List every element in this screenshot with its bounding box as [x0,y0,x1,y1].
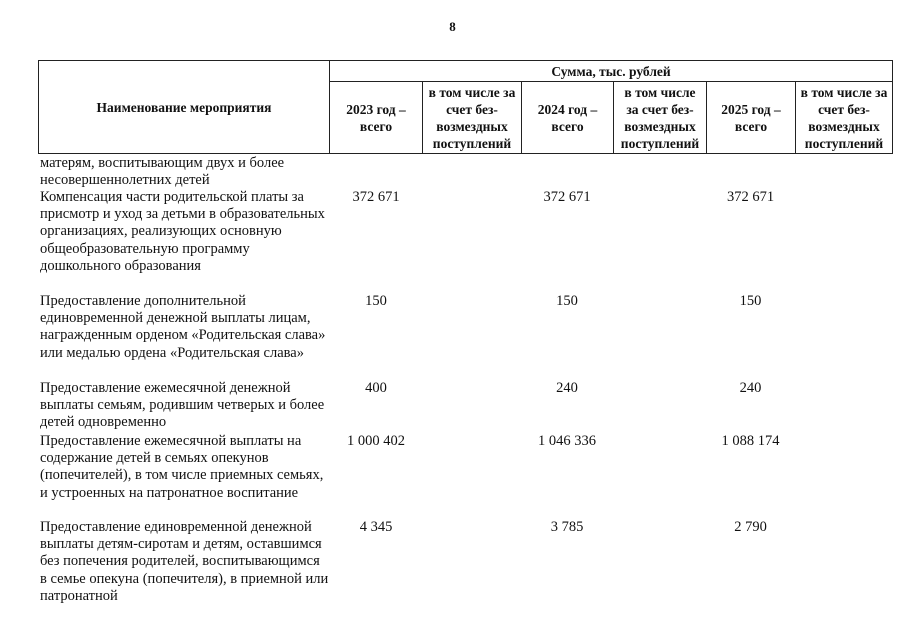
value-2025: 240 [739,380,762,396]
value-2024: 1 046 336 [538,433,596,449]
value-2023: 1 000 402 [347,433,405,449]
header-2023-total-label: 2023 год – всего [346,101,406,134]
value-2025: 372 671 [726,189,775,205]
row-name: Предоставление ежемесячной денежной выплаты семьям, родившим четверых и более детей одновременно [40,380,325,431]
value-2024: 372 671 [543,189,591,205]
header-2025-grants-label: в том числе за счет без-возмездных поступлений [800,84,888,151]
header-name-column [38,60,330,154]
row-name: Предоставление единовременной денежной выплаты детям-сиротам и детям, оставшимся без попечения родителей, воспитывающимся в семье опекуна (попечителя), в приемной или патронатной [40,519,329,604]
header-2023-total [329,81,423,154]
value-2024: 3 785 [550,519,584,535]
header-sum-label: Сумма, тыс. рублей [551,63,671,79]
value-2024: 150 [556,293,578,309]
header-name-label: Наименование мероприятия [96,99,272,115]
header-sum-title [329,60,893,82]
header-2025-total-label: 2025 год – всего [721,101,781,134]
value-2024: 240 [556,380,578,396]
header-2024-total-label: 2024 год – всего [537,101,598,134]
value-2023: 400 [365,380,387,396]
row-name: Компенсация части родительской платы за присмотр и уход за детьми в образовательных организациях, реализующих основную общеобразовательную программу дошкольного образования [40,189,325,274]
value-2025: 1 088 174 [721,433,780,449]
value-2023: 150 [365,293,387,309]
value-2023: 4 345 [359,519,393,535]
value-2025: 2 790 [734,519,767,535]
header-2025-grants [795,81,893,154]
page-number: 8 [449,19,456,34]
header-2024-grants-label: в том числе за счет без-возмездных поступлений [620,84,700,151]
header-2025-total [706,81,796,154]
header-2023-grants [422,81,522,154]
value-2025: 150 [739,293,762,309]
header-2023-grants-label: в том числе за счет без-возмездных поступлений [428,84,516,151]
header-2024-grants [613,81,707,154]
row-name: Предоставление ежемесячной выплаты на содержание детей в семьях опекунов (попечителей), в том числе приемных семьях, и устроенных на патронатное воспитание [40,433,324,501]
value-2023: 372 671 [352,189,400,205]
row-name: матерям, воспитывающим двух и более несовершеннолетних детей [40,155,285,189]
row-name: Предоставление дополнительной единовременной денежной выплаты лицам, награжденным орденом «Родительская слава» или медалью ордена «Родительская слава» [40,293,326,361]
header-2024-total [521,81,614,154]
